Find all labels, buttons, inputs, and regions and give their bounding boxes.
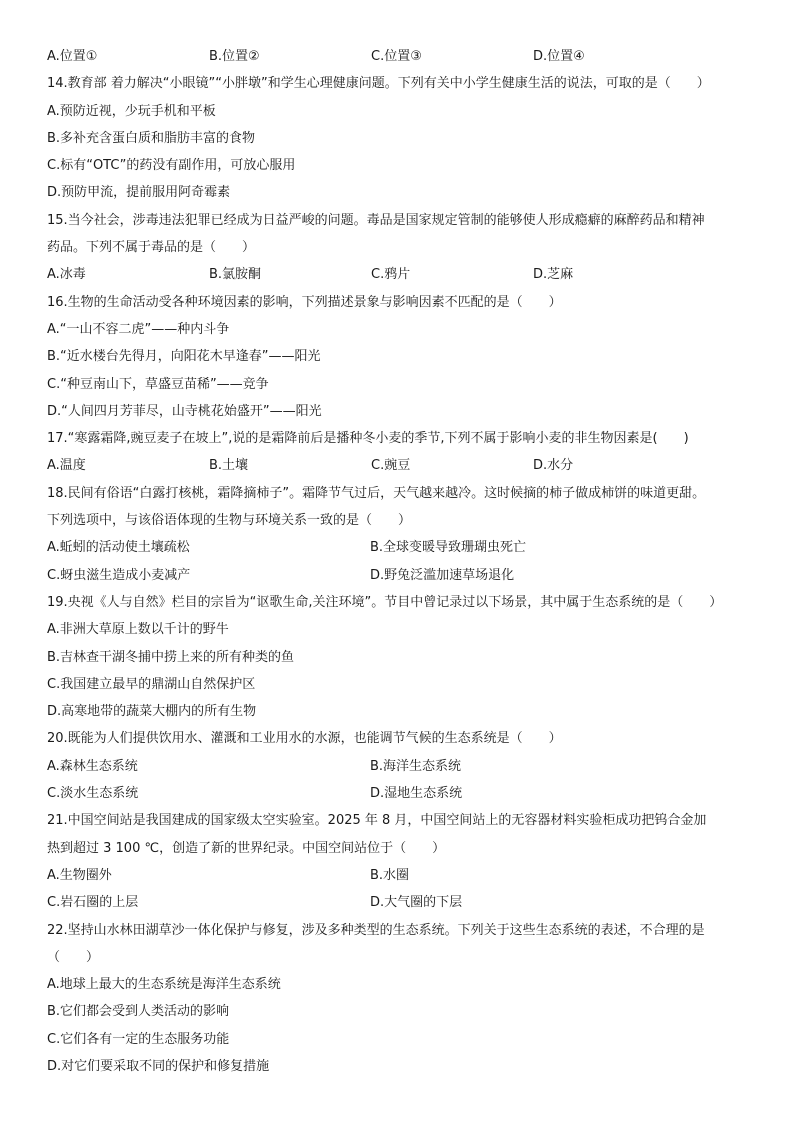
q15-option-a: A.冰毒 — [47, 267, 86, 283]
q16-stem: 16.生物的生命活动受各种环境因素的影响，下列描述景象与影响因素不匹配的是（ ） — [47, 294, 562, 310]
q20-options-row2 — [47, 780, 757, 807]
q17-option-a: A.温度 — [47, 458, 86, 474]
q21-options-row1 — [47, 862, 757, 889]
q16-option-c: C.“种豆南山下，草盛豆苗稀”——竞争 — [47, 376, 269, 392]
q15-option-d: D.芝麻 — [533, 267, 574, 283]
q17-stem: 17.“寒露霜降,豌豆麦子在坡上”,说的是霜降前后是播种冬小麦的季节,下列不属于影响小麦的非生物因素是( ) — [47, 431, 689, 447]
q14-stem: 14.教育部 着力解决“小眼镜”“小胖墩”和学生心理健康问题。下列有关中小学生健康生活的说法，可取的是（ ） — [47, 76, 710, 92]
q21-stem-line2: 热到超过 3 100 ℃，创造了新的世界纪录。中国空间站位于（ ） — [47, 840, 446, 856]
q21-stem-line1: 21.中国空间站是我国建成的国家级太空实验室。2025 年 8 月，中国空间站上的无容器材料实验柜成功把钨合金加 — [47, 813, 707, 829]
q18-option-d: D.野兔泛滥加速草场退化 — [370, 567, 515, 583]
q20-option-a: A.森林生态系统 — [47, 758, 138, 774]
q17-option-c: C.豌豆 — [371, 458, 411, 474]
q19-option-a: A.非洲大草原上数以千计的野牛 — [47, 622, 229, 638]
q15-stem-line2: 药品。下列不属于毒品的是（ ） — [47, 240, 256, 256]
q19-option-d: D.高寒地带的蔬菜大棚内的所有生物 — [47, 704, 257, 720]
q14-option-d: D.预防甲流，提前服用阿奇霉素 — [47, 185, 231, 201]
exam-page — [47, 43, 757, 1080]
q16-option-a: A.“一山不容二虎”——种内斗争 — [47, 321, 230, 337]
q19-stem: 19.央视《人与自然》栏目的宗旨为“讴歌生命,关注环境”。节目中曾记录过以下场景，其中属于生态系统的是（ ） — [47, 594, 723, 610]
q22-option-a: A.地球上最大的生态系统是海洋生态系统 — [47, 977, 281, 993]
q18-options-row2 — [47, 562, 757, 589]
q13-option-c: C.位置③ — [371, 49, 422, 64]
q17-option-d: D.水分 — [533, 458, 574, 474]
q14-option-c: C.标有“OTC”的药没有副作用，可放心服用 — [47, 158, 296, 174]
q20-stem: 20.既能为人们提供饮用水、灌溉和工业用水的水源，也能调节气候的生态系统是（ ） — [47, 731, 562, 747]
q15-option-c: C.鸦片 — [371, 267, 411, 283]
q22-option-d: D.对它们要采取不同的保护和修复措施 — [47, 1058, 270, 1074]
q21-option-c: C.岩石圈的上层 — [47, 895, 139, 911]
q20-option-d: D.湿地生态系统 — [370, 786, 463, 802]
q13-option-a: A.位置① — [47, 49, 98, 64]
q14-option-b: B.多补充含蛋白质和脂肪丰富的食物 — [47, 130, 256, 146]
q19-option-c: C.我国建立最早的鼎湖山自然保护区 — [47, 676, 256, 692]
q13-option-d: D.位置④ — [533, 49, 585, 64]
q20-options-row1 — [47, 753, 757, 780]
q18-stem-line1: 18.民间有俗语“白露打核桃，霜降摘柿子”。霜降节气过后，天气越来越冷。这时候摘的柿子做成柿饼的味道更甜。 — [47, 485, 706, 501]
q13-options — [47, 43, 757, 70]
q18-options-row1 — [47, 534, 757, 561]
q20-option-b: B.海洋生态系统 — [370, 758, 462, 774]
q21-option-d: D.大气圈的下层 — [370, 895, 463, 911]
q22-option-c: C.它们各有一定的生态服务功能 — [47, 1031, 230, 1047]
q19-option-b: B.吉林查干湖冬捕中捞上来的所有种类的鱼 — [47, 649, 295, 665]
q18-option-c: C.蚜虫滋生造成小麦减产 — [47, 567, 191, 583]
q13-option-b: B.位置② — [209, 49, 260, 64]
q22-stem-line1: 22.坚持山水林田湖草沙一体化保护与修复，涉及多种类型的生态系统。下列关于这些生态系统的表述，不合理的是 — [47, 922, 705, 938]
q18-option-a: A.蚯蚓的活动使土壤疏松 — [47, 540, 190, 556]
q17-options — [47, 452, 757, 479]
q21-option-b: B.水圈 — [370, 867, 410, 883]
q15-option-b: B.氯胺酮 — [209, 267, 262, 283]
q22-option-b: B.它们都会受到人类活动的影响 — [47, 1004, 230, 1020]
q17-option-b: B.土壤 — [209, 458, 249, 474]
q18-stem-line2: 下列选项中，与该俗语体现的生物与环境关系一致的是（ ） — [47, 513, 412, 529]
q21-options-row2 — [47, 889, 757, 916]
q16-option-d: D.“人间四月芳菲尽，山寺桃花始盛开”——阳光 — [47, 403, 322, 419]
q15-options — [47, 261, 757, 288]
q21-option-a: A.生物圈外 — [47, 867, 112, 883]
q20-option-c: C.淡水生态系统 — [47, 786, 139, 802]
q18-option-b: B.全球变暖导致珊瑚虫死亡 — [370, 540, 527, 556]
q15-stem-line1: 15.当今社会，涉毒违法犯罪已经成为日益严峻的问题。毒品是国家规定管制的能够使人形成瘾癖的麻醉药品和精神 — [47, 212, 705, 228]
q22-stem-line2: （ ） — [47, 949, 100, 965]
q14-option-a: A.预防近视，少玩手机和平板 — [47, 103, 216, 119]
q16-option-b: B.“近水楼台先得月，向阳花木早逢春”——阳光 — [47, 349, 321, 365]
